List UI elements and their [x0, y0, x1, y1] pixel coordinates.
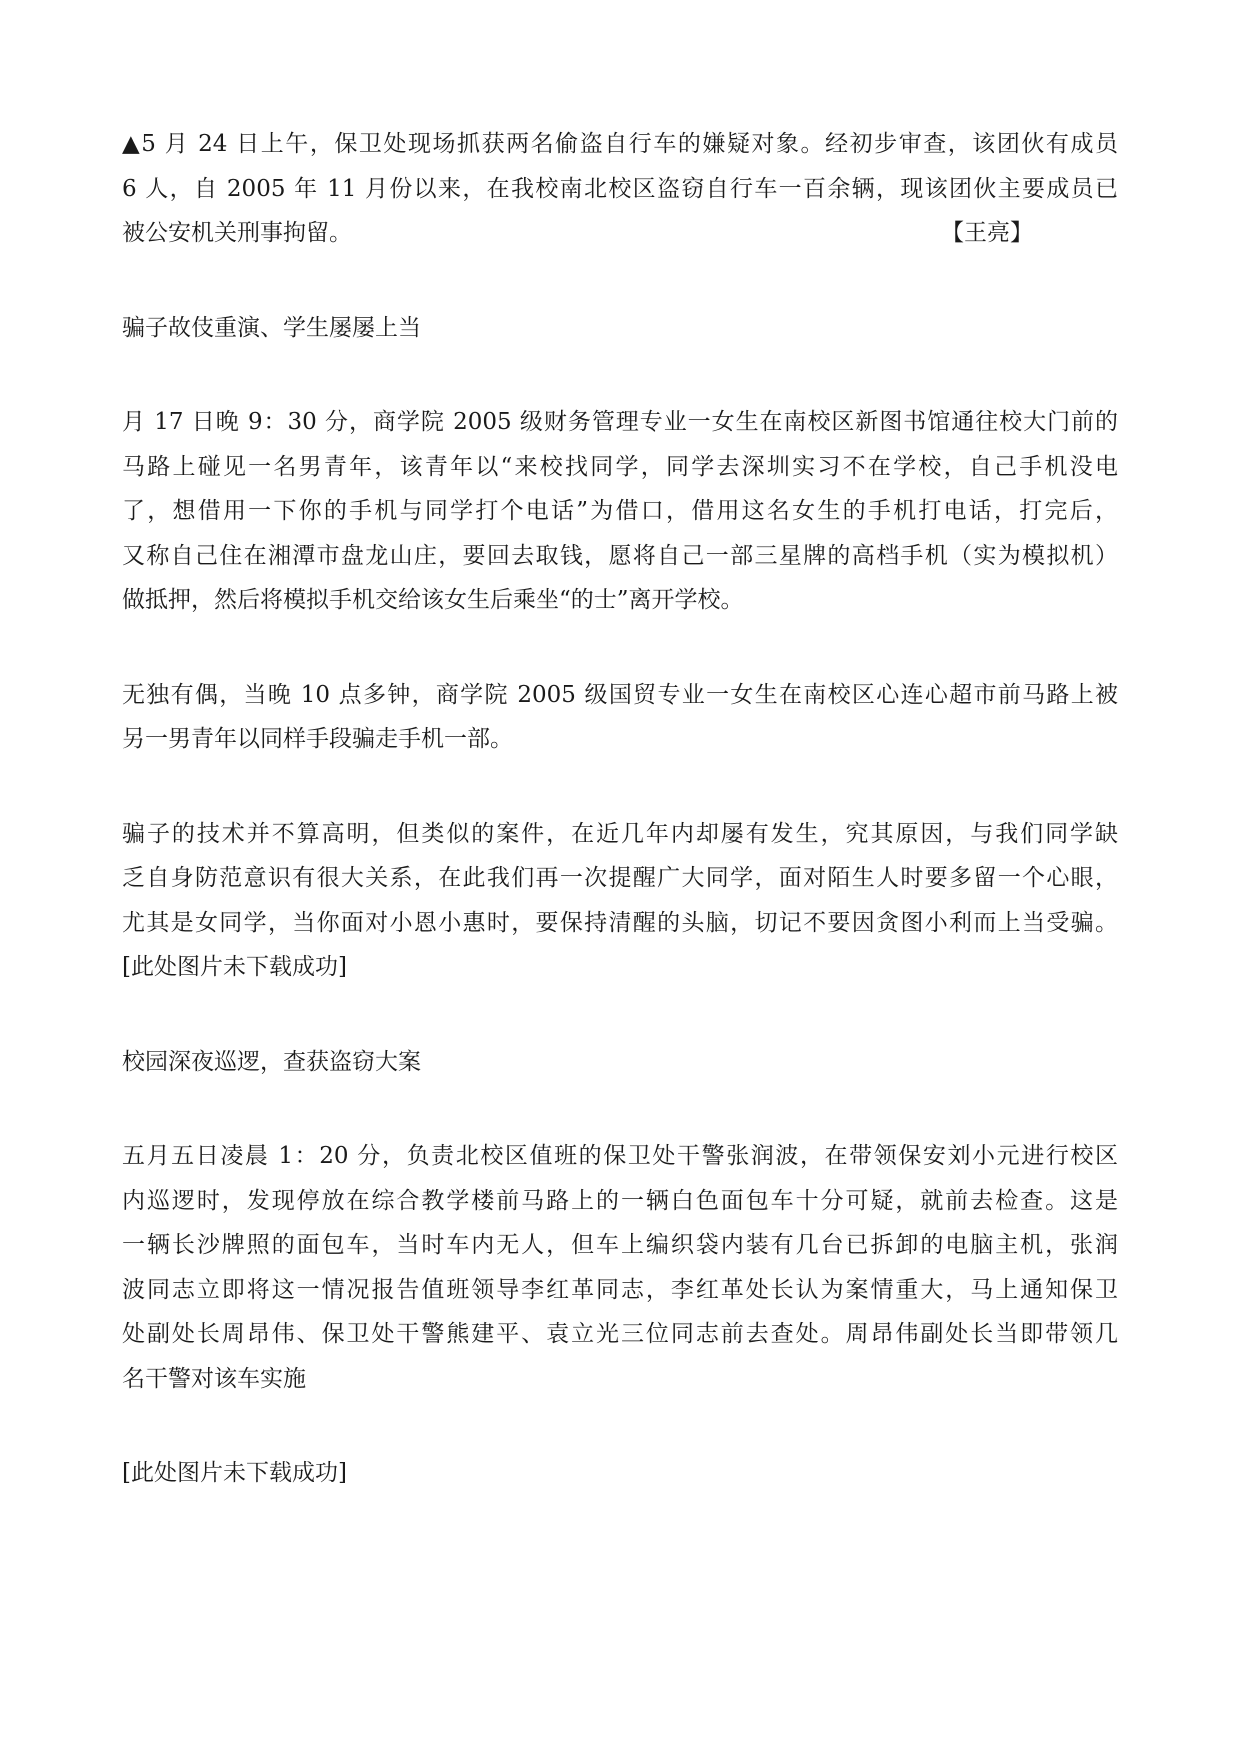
author-signature: 【王亮】: [941, 220, 1033, 246]
heading-text: 校园深夜巡逻，查获盗窃大案: [122, 1048, 421, 1075]
image-placeholder: [122, 1451, 1118, 1496]
news-paragraph-night-patrol: [122, 1134, 1118, 1401]
text-line: 一辆长沙牌照的面包车，当时车内无人，但车上编织袋内装有几台已拆卸的电脑主机，张润: [122, 1232, 1118, 1258]
image-placeholder-text: [此处图片未下载成功]: [122, 1460, 347, 1486]
text-line: 五月五日凌晨 1：20 分，负责北校区值班的保卫处干警张润波，在带领保安刘小元进行校区: [122, 1143, 1118, 1169]
text-line: 名干警对该车实施: [122, 1365, 306, 1392]
image-placeholder-text: [此处图片未下载成功]: [122, 954, 347, 980]
text-line: 马路上碰见一名男青年，该青年以“来校找同学，同学去深圳实习不在学校，自己手机没电: [122, 453, 1118, 480]
text-line: 处副处长周昂伟、保卫处干警熊建平、袁立光三位同志前去查处。周昂伟副处长当即带领几: [122, 1321, 1118, 1347]
text-line: 波同志立即将这一情况报告值班领导李红革同志，李红革处长认为案情重大，马上通知保卫: [122, 1276, 1118, 1303]
news-paragraph-phone-fraud: [122, 400, 1118, 623]
text-line: 另一男青年以同样手段骗走手机一部。: [122, 726, 513, 752]
text-line: 月 17 日晚 9：30 分，商学院 2005 级财务管理专业一女生在南校区新图书馆通往校大门前的: [122, 409, 1118, 435]
text-line: 内巡逻时，发现停放在综合教学楼前马路上的一辆白色面包车十分可疑，就前去检查。这是: [122, 1187, 1118, 1214]
news-paragraph-bicycle-theft: [122, 122, 1118, 256]
section-heading: [122, 306, 1118, 351]
text-line-content: 被公安机关刑事拘留。: [122, 220, 352, 246]
section-heading: [122, 1040, 1118, 1085]
news-paragraph-second-fraud: [122, 673, 1118, 762]
text-line: 6 人，自 2005 年 11 月份以来，在我校南北校区盗窃自行车一百余辆，现该团伙主要成员已: [122, 175, 1118, 202]
text-line: 骗子的技术并不算高明，但类似的案件，在近几年内却屡有发生，究其原因，与我们同学缺: [122, 820, 1118, 847]
text-line: [122, 211, 1118, 256]
text-line: 做抵押，然后将模拟手机交给该女生后乘坐“的士”离开学校。: [122, 587, 744, 613]
heading-text: 骗子故伎重演、学生屡屡上当: [122, 314, 421, 341]
document-page: [122, 122, 1118, 1496]
text-line: 又称自己住在湘潭市盘龙山庄，要回去取钱，愿将自己一部三星牌的高档手机（实为模拟机）: [122, 542, 1118, 569]
news-paragraph-warning: [122, 812, 1118, 990]
text-line: 乏自身防范意识有很大关系，在此我们再一次提醒广大同学，面对陌生人时要多留一个心眼，: [122, 865, 1118, 891]
text-line: 无独有偶，当晚 10 点多钟，商学院 2005 级国贸专业一女生在南校区心连心超市前马路上被: [122, 681, 1118, 708]
text-line: 了，想借用一下你的手机与同学打个电话”为借口，借用这名女生的手机打电话，打完后，: [122, 498, 1118, 524]
text-line: 尤其是女同学，当你面对小恩小惠时，要保持清醒的头脑，切记不要因贪图小利而上当受骗。: [122, 909, 1118, 936]
text-line: ▲5 月 24 日上午，保卫处现场抓获两名偷盗自行车的嫌疑对象。经初步审查，该团伙有成员: [122, 131, 1118, 157]
